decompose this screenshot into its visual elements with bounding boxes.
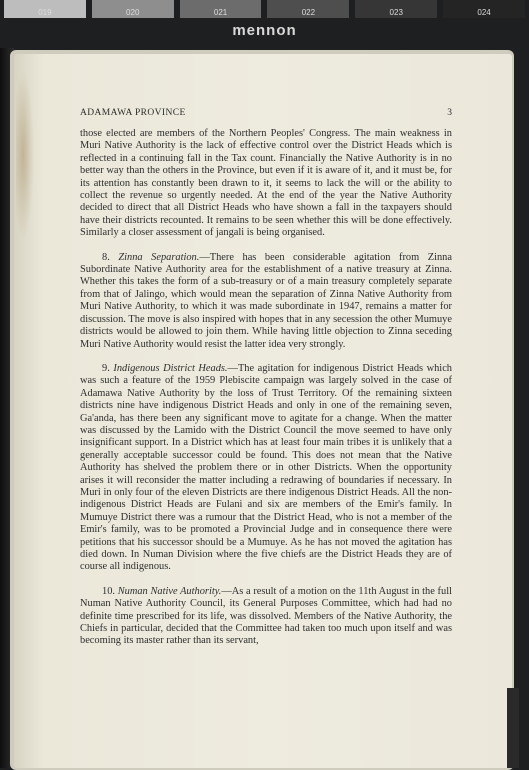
paragraph-heading: Indigenous District Heads. — [113, 362, 228, 374]
paragraph-9 — [80, 363, 452, 574]
color-swatch — [443, 0, 525, 18]
paragraph-number: 10. — [102, 585, 115, 597]
body-text — [80, 128, 452, 660]
paragraph-8 — [80, 252, 452, 351]
paragraph-number: 9. — [102, 362, 110, 374]
paragraph-heading: Zinna Separation. — [118, 251, 200, 263]
running-header — [80, 108, 452, 120]
scanner-edge — [507, 688, 519, 768]
page-stain — [16, 70, 34, 240]
color-swatch — [267, 0, 349, 18]
swatch-label: 020 — [126, 8, 140, 17]
header-title: ADAMAWA PROVINCE — [80, 108, 186, 118]
paragraph-number: 8. — [102, 251, 110, 263]
color-swatch — [4, 0, 86, 18]
paragraph-text: —There has been considerable agitation from Zinna Subordinate Native Authority area for the establishment of a native treasury at Zinna. Whether this takes the form of a sub-treasury or of a main treasury completely separate from that of Jalingo, which would mean the separation of Zinna Native Authority from Muri Native Authority, to which it was made subordinate in 1947, remains a matter for discussion. The move is also inspired with hopes that in any secession the other Mumuye districts would be allowed to join them. While having little objection to Zinna seceding Muri Native Authority would resist the latter idea very strongly. — [80, 251, 452, 350]
page-number: 3 — [447, 108, 452, 118]
paragraph-10 — [80, 586, 452, 648]
swatch-label: 019 — [38, 8, 52, 17]
swatch-label: 024 — [477, 8, 491, 17]
color-swatch — [92, 0, 174, 18]
paragraph-heading: Numan Native Authority. — [117, 585, 222, 597]
color-swatch — [355, 0, 437, 18]
paragraph-text: —As a result of a motion on the 11th August in the full Numan Native Authority Council, its General Purposes Committee, which had had no definite time prescribed for its life, was dissolved. Members of the Native Authority, the Chiefs in particular, decided that the Committee had taken too much upon itself and was becoming its master rather than its servant, — [80, 585, 452, 647]
swatch-label: 022 — [301, 8, 316, 17]
paragraph-continuation: those elected are members of the Northern Peoples' Congress. The main weakness in Muri Native Authority is the lack of effective control over the District Heads which is reflected in a continuing fall in the Tax count. Financially the Native Authority is in no better way than the others in the Province, but even if it is aware of it, and it must be, for its attention has constantly been drawn to it, it seems to lack the will or the ability to collect the revenue so urgently needed. At the end of the year the Native Authority decided to direct that all District Heads who have shown a fall in the taxpayers should have their districts recounted. It remains to be seen whether this will be done effectively. Similarly a closer assessment of jangali is being organised. — [80, 128, 452, 239]
swatch-label: 023 — [389, 8, 403, 17]
paragraph-text: —The agitation for indigenous District Heads which was such a feature of the 1959 Plebiscite campaign was largely solved in the case of Adamawa Native Authority by the loss of Trust Territory. Of the remaining sixteen districts nine have indigenous District Heads and only in one of the remaining seven, Ga'anda, has there been any significant move to agitate for a change. When the matter was discussed by the Lamido with the District Council the move seemed to have only insignificant support. In a District which has at least four main tribes it is unlikely that a generally acceptable successor could be found. This does not mean that the Native Authority has shelved the problem there or in other Districts. When the opportunity arises it will reconsider the matter including a redrawing of boundaries if necessary. In Muri in only four of the eleven Districts are there indigenous District Heads. All the non-indigenous District Heads are Fulani and six are members of the Emir's family. In Mumuye District there was a rumour that the District Head, who is not a member of the Emir's family, was to be promoted a Provincial Judge and in consequence there were petitions that his successor should be a Mumuye. As he has not moved the agitation has died down. In Numan Division where the five chiefs are the District Heads they are of course all indigenous. — [80, 362, 452, 573]
swatch-label: 021 — [213, 8, 228, 17]
scanner-brand-logo: mennon — [232, 22, 297, 39]
color-calibration-strip — [0, 0, 529, 20]
color-swatch — [180, 0, 262, 18]
